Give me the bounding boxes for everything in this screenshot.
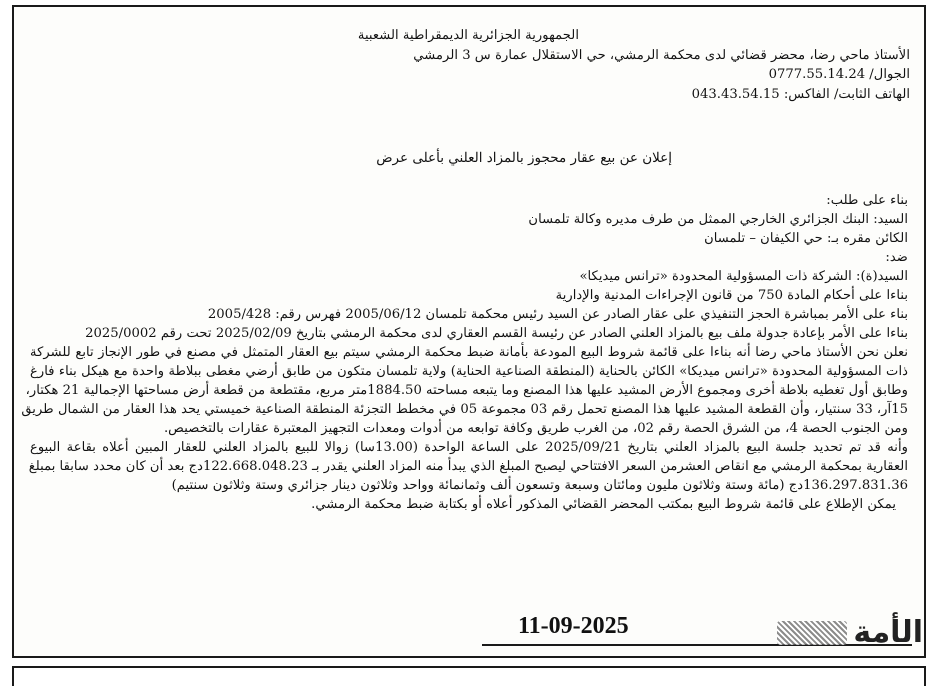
next-notice-frame bbox=[12, 666, 926, 686]
body-line-7: بناء على الأمر بمباشرة الحجز التنفيذي على عقار الصادر عن السيد رئيس محكمة تلمسان 2005/06/12 فهرس رقم: 2005/428 bbox=[207, 307, 908, 322]
body-line-13: ومن الجنوب الحصة 4، من الشرق الحصة رقم 02، من الغرب طريق وكافة توابعه من أدوات ومعدات التجهيز المعتبرة عقارات بالتخصيص. bbox=[163, 421, 908, 436]
body-line-15: العقارية بمحكمة الرمشي مع انقاص العشرمن السعر الافتتاحي ليصبح المبلغ الذي يبدأ منه المزاد العلني يقدر بـ 122.668.048.23دج بعد أن كان محدد سابقا بمبلغ bbox=[28, 459, 908, 474]
phone-fax-line: الهاتف الثابت/ الفاكس: 043.43.54.15 bbox=[691, 87, 910, 102]
logo-pattern bbox=[777, 621, 847, 645]
publication-date: 11-09-2025 bbox=[518, 613, 629, 639]
body-line-5: السيد(ة): الشركة ذات المسؤولية المحدودة «ترانس ميديكا» bbox=[579, 269, 908, 284]
auction-notice bbox=[12, 5, 926, 658]
body-line-3: الكائن مقره بـ: حي الكيفان – تلمسان bbox=[704, 231, 908, 246]
mobile-line: الجوال/ 0777.55.14.24 bbox=[768, 67, 910, 82]
newspaper-logo-icon bbox=[771, 616, 923, 650]
logo-text: الأمة bbox=[853, 615, 923, 650]
notice-title: إعلان عن بيع عقار محجوز بالمزاد العلني بأعلى عرض bbox=[376, 150, 672, 166]
body-line-17: يمكن الإطلاع على قائمة شروط البيع بمكتب المحضر القضائي المذكور أعلاه أو بكتابة ضبط محكمة الرمشي. bbox=[311, 497, 896, 512]
body-line-2: السيد: البنك الجزائري الخارجي الممثل من طرف مديره وكالة تلمسان bbox=[528, 212, 908, 227]
body-line-11: وطابق أول تغطيه بلاطة أخرى ومجموع الأرض المشيد عليها هذا المصنع وما يتبعه مساحته 1884.50متر مربع، مقتطعة من قطعة أرض مساحتها الإجمالية 21 هكتار، bbox=[25, 383, 908, 398]
body-line-8: بناءا على الأمر بإعادة جدولة ملف بيع بالمزاد العلني الصادر عن رئيسة القسم العقاري لدى محكمة الرمشي بتاريخ 2025/02/09 تحت رقم 2025/0002 bbox=[85, 326, 908, 341]
body-line-1: بناء على طلب: bbox=[826, 193, 908, 208]
body-line-10: ذات المسؤولية المحدودة «ترانس ميديكا» الكائن بالحناية (المنطقة الصناعية الحناية) ولاية تلمسان متكون من طابق أرضي مغطى ببلاطة واحدة مع هيكل بناء فارغ bbox=[30, 364, 908, 379]
body-line-16: 136.297.831.36دج (مائة وستة وثلاثون مليون ومائتان وسبعة وتسعون ألف وثمانمائة وواحد وثلاثون دينار جزائري وستة وثلاثون سنتيم) bbox=[171, 478, 908, 493]
body-line-9: نعلن نحن الأستاذ ماحي رضا أنه بناءا على قائمة شروط البيع المودعة بأمانة ضبط محكمة الرمشي سيتم بيع العقار المتمثل في مصنع في طور الإنجاز تابع للشركة bbox=[30, 345, 908, 360]
body-line-6: بناءا على أحكام المادة 750 من قانون الإجراءات المدنية والإدارية bbox=[555, 288, 908, 303]
republic-heading: الجمهورية الجزائرية الديمقراطية الشعبية bbox=[357, 28, 579, 43]
body-line-4: ضد: bbox=[885, 250, 908, 265]
body-line-12: 15آر، 33 سنتيار، وأن القطعة المشيد عليها هذا المصنع تحمل رقم 03 مجموعة 05 في مخطط التجزئة المنطقة الصناعية خميستي يحد هذا العقار من الشمال طريق bbox=[21, 402, 908, 417]
body-line-14: وأنه قد تم تحديد جلسة البيع بالمزاد العلني بتاريخ 2025/09/21 على الساعة الواحدة (13.00سا) زوالا للبيع بالمزاد العلني للعقار المبين أعلاه بقاعة البيوع bbox=[30, 440, 908, 455]
bailiff-line: الأستاذ ماحي رضا، محضر قضائي لدى محكمة الرمشي، حي الاستقلال عمارة س 3 الرمشي bbox=[413, 48, 910, 63]
